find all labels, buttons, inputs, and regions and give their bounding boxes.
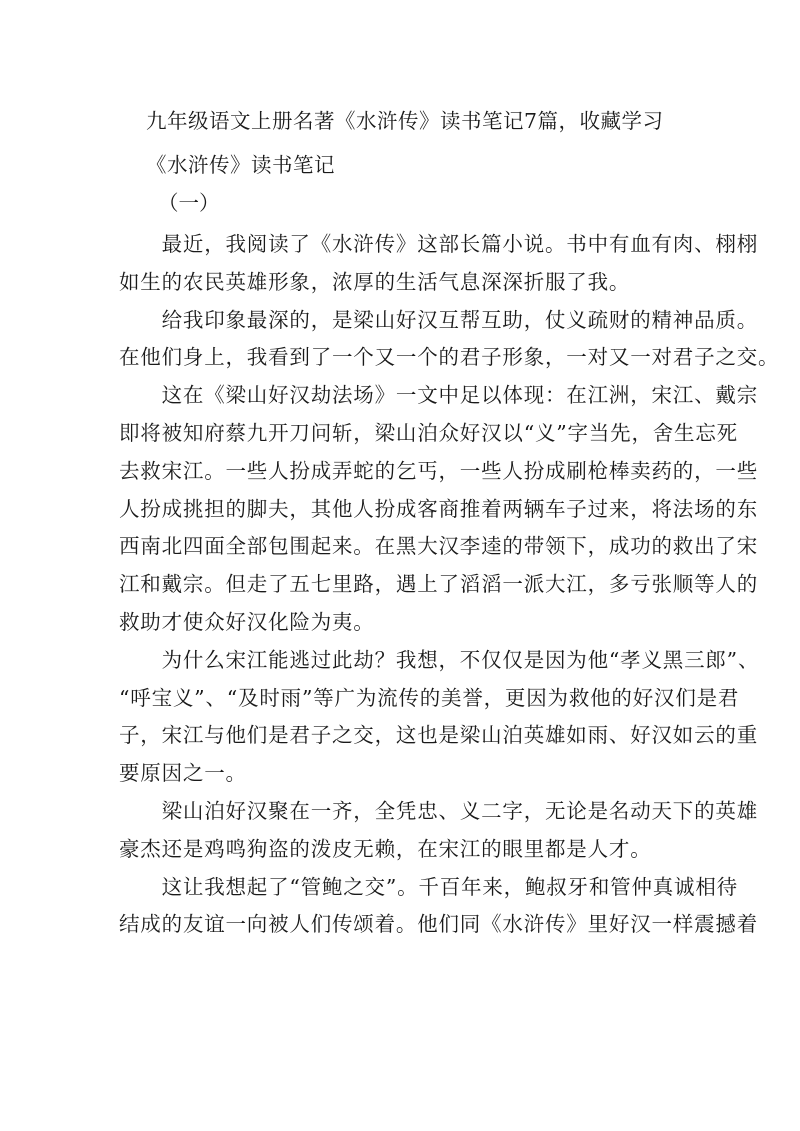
text-line: 即将被知府蔡九开刀问斩，梁山泊众好汉以“义”字当先，舍生忘死 — [119, 420, 738, 445]
section-number: （一） — [158, 191, 220, 215]
text-line: 子，宋江与他们是君子之交，这也是梁山泊英雄如雨、好汉如云的重 — [119, 723, 758, 748]
text-line: 最近，我阅读了《水浒传》这部长篇小说。书中有血有肉、栩栩 — [119, 232, 758, 256]
text-line: “呼宝义”、“及时雨”等广为流传的美誉，更因为救他的好汉们是君 — [119, 685, 740, 710]
text-line: 这在《梁山好汉劫法场》一文中足以体现：在江洲，宋江、戴宗 — [119, 383, 758, 408]
text-line: 为什么宋江能逃过此劫？我想，不仅仅是因为他“孝义黑三郎”、 — [119, 647, 760, 672]
text-line: 在他们身上，我看到了一个又一个的君子形象，一对又一对君子之交。 — [119, 345, 780, 370]
text-line: 江和戴宗。但走了五七里路，遇上了滔滔一派大江，多亏张顺等人的 — [119, 572, 758, 597]
text-line: 结成的友谊一向被人们传颂着。他们同《水浒传》里好汉一样震撼着 — [119, 912, 758, 937]
text-line: 要原因之一。 — [119, 761, 247, 786]
text-line: 西南北四面全部包围起来。在黑大汉李逵的带领下，成功的救出了宋 — [119, 534, 758, 559]
text-line: 豪杰还是鸡鸣狗盗的泼皮无赖，在宋江的眼里都是人才。 — [119, 836, 652, 861]
text-line: 梁山泊好汉聚在一齐，全凭忠、义二字，无论是名动天下的英雄 — [119, 798, 758, 823]
document-title: 九年级语文上册名著《水浒传》读书笔记7篇，收藏学习 — [146, 109, 664, 133]
text-line: 如生的农民英雄形象，浓厚的生活气息深深折服了我。 — [119, 269, 631, 294]
text-line: 去救宋江。一些人扮成弄蛇的乞丐，一些人扮成刷枪棒卖药的，一些 — [119, 458, 758, 483]
text-line: 这让我想起了“管鲍之交”。千百年来，鲍叔牙和管仲真诚相待 — [119, 874, 738, 899]
body-text — [119, 226, 780, 944]
text-line: 人扮成挑担的脚夫，其他人扮成客商推着两辆车子过来，将法场的东 — [119, 496, 758, 521]
text-line: 救助才使众好汉化险为夷。 — [119, 609, 375, 634]
document-subtitle: 《水浒传》读书笔记 — [146, 153, 335, 177]
text-line: 给我印象最深的，是梁山好汉互帮互助，仗义疏财的精神品质。 — [119, 307, 758, 332]
